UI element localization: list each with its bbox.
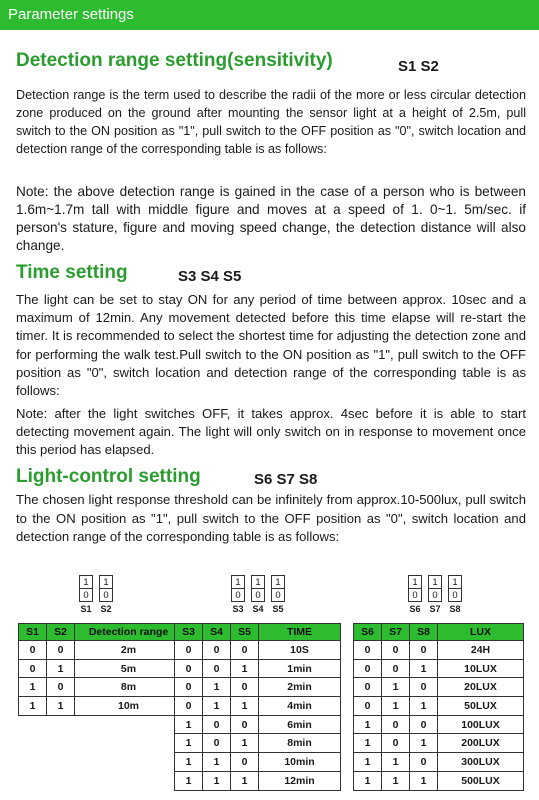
table-row: 0 0 1 10LUX — [354, 659, 524, 678]
lux-table — [353, 623, 524, 791]
dip-switch: 1 0 S8 — [449, 577, 461, 614]
light-switch-ids: S6 S7 S8 — [254, 471, 318, 488]
dip-switch: 1 0 S3 — [232, 577, 244, 614]
dip-switch: 1 0 S6 — [409, 577, 421, 614]
table-row: 1 0 8m — [19, 678, 183, 697]
detection-description: Detection range is the term used to describe the radii of the more or less circular detection zone produced on the ground after mounting the sensor light at a height of 2.5m, pull switch to the ON position as "1", pull switch to the OFF position as "0", switch location and detection range of the corresponding table is as follows: — [16, 88, 526, 156]
table-row: 1 1 0 10min — [175, 753, 341, 772]
col-header: TIME — [259, 624, 341, 641]
detection-switch-ids: S1 S2 — [398, 58, 439, 75]
table-header-row — [175, 624, 341, 641]
detection-range-title: Detection range setting(sensitivity) — [16, 50, 333, 71]
dip-switch: 1 0 S7 — [429, 577, 441, 614]
table-row: 0 0 0 10S — [175, 641, 341, 660]
dip-diagram-time — [231, 575, 291, 614]
col-header: S2 — [47, 624, 75, 641]
table-row: 0 1 0 2min — [175, 678, 341, 697]
table-row: 1 0 0 6min — [175, 715, 341, 734]
table-row: 0 1 1 4min — [175, 697, 341, 716]
table-row: 0 1 0 20LUX — [354, 678, 524, 697]
col-header: S4 — [203, 624, 231, 641]
table-row: 0 0 0 24H — [354, 641, 524, 660]
time-switch-ids: S3 S4 S5 — [178, 268, 242, 285]
light-control-title: Light-control setting — [16, 466, 201, 487]
table-header-row — [354, 624, 524, 641]
table-row: 1 0 0 100LUX — [354, 715, 524, 734]
detection-note: Note: the above detection range is gained in the case of a person who is between 1.6m~1.7m tall with middle figure and moves at a speed of 1. 0~1. 5m/sec. if person's stature, figure and moving speed change, the detection distance will also change. — [16, 184, 526, 253]
time-note: Note: after the light switches OFF, it takes approx. 4sec before it is able to start detecting movement again. The light will only switch on in response to movement once this period has elapsed. — [16, 406, 526, 457]
table-row: 1 1 0 300LUX — [354, 753, 524, 772]
time-description: The light can be set to stay ON for any period of time between approx. 10sec and a maximum of 12min. Any movement detected before this time elapse will re-start the timer. It is recommended to select the shortest time for adjusting the detection zone and for performing the walk test.Pull switch to the ON position as "1", pull switch to the OFF position as "0", switch location and detection range of the corresponding table is as follows: — [16, 292, 526, 399]
col-header: S5 — [231, 624, 259, 641]
light-description: The chosen light response threshold can be infinitely from approx.10-500lux, pull switch to the ON position as "1", pull switch to the OFF position as "0", switch location and detection range of the corresponding table is as follows: — [16, 492, 526, 544]
dip-diagram-lux — [408, 575, 468, 614]
detection-range-table — [18, 623, 183, 716]
table-row: 1 0 1 8min — [175, 734, 341, 753]
table-row: 0 0 1 1min — [175, 659, 341, 678]
table-row: 0 1 5m — [19, 659, 183, 678]
col-header: S1 — [19, 624, 47, 641]
table-row: 1 1 1 12min — [175, 771, 341, 790]
time-table — [174, 623, 341, 791]
time-setting-title: Time setting — [16, 262, 128, 283]
header-bar — [0, 0, 539, 30]
dip-switch: 1 0 S4 — [252, 577, 264, 614]
table-row: 1 1 10m — [19, 697, 183, 716]
page-title: Parameter settings — [8, 6, 134, 23]
dip-diagram-detection — [79, 575, 119, 614]
col-header: S6 — [354, 624, 382, 641]
table-header-row — [19, 624, 183, 641]
table-row: 1 0 1 200LUX — [354, 734, 524, 753]
table-row: 1 1 1 500LUX — [354, 771, 524, 790]
col-header: S8 — [410, 624, 438, 641]
dip-switch: 1 0 S1 — [80, 577, 92, 614]
table-row: 0 1 1 50LUX — [354, 697, 524, 716]
col-header: S7 — [382, 624, 410, 641]
dip-switch: 1 0 S2 — [100, 577, 112, 614]
col-header: Detection range — [75, 624, 183, 641]
dip-switch: 1 0 S5 — [272, 577, 284, 614]
col-header: S3 — [175, 624, 203, 641]
col-header: LUX — [438, 624, 524, 641]
table-row: 0 0 2m — [19, 641, 183, 660]
